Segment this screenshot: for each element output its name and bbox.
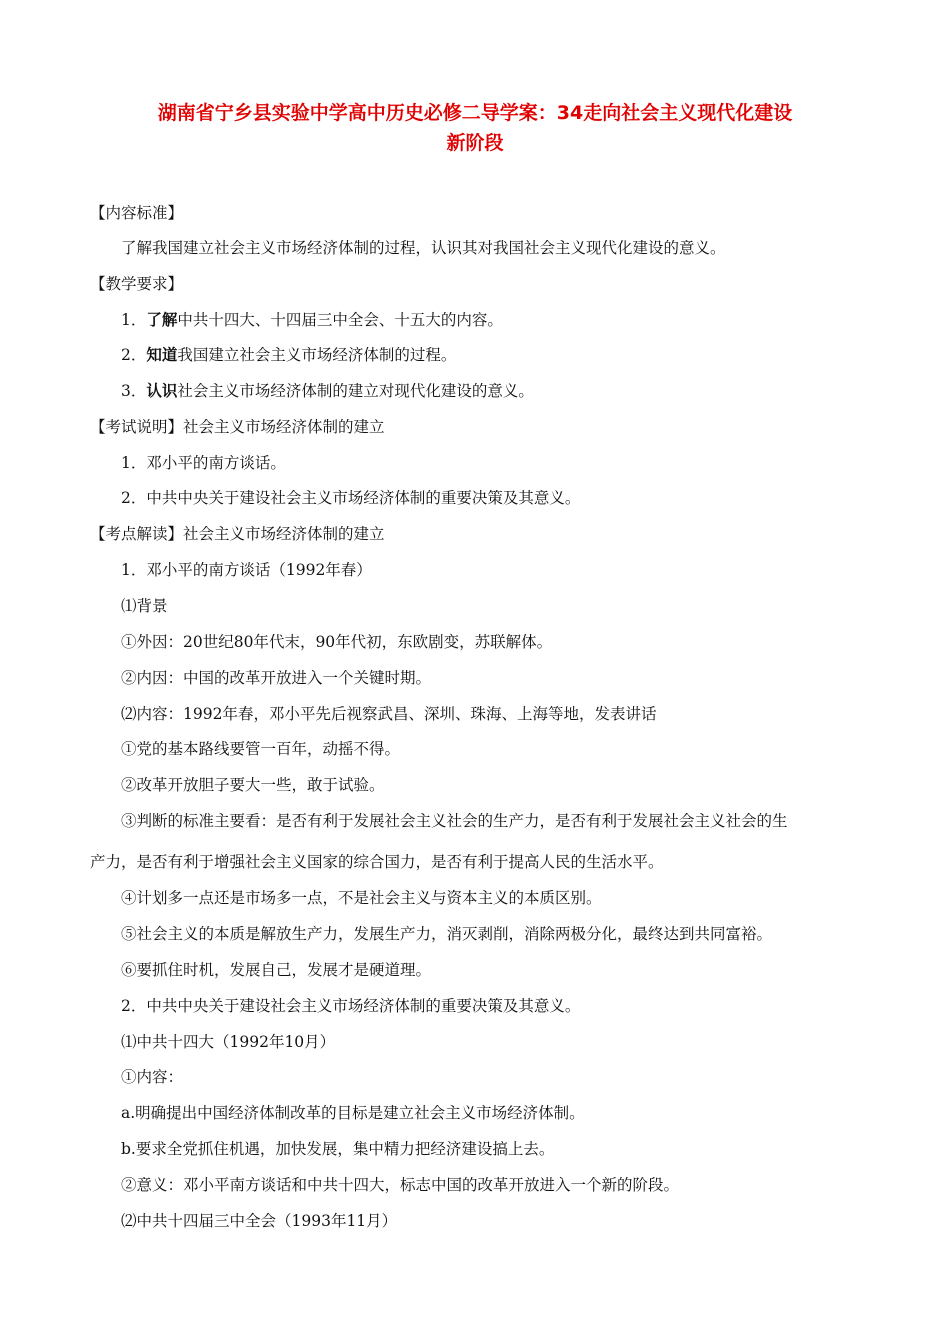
analysis-line: ⑵内容：1992年春，邓小平先后视察武昌、深圳、珠海、上海等地，发表讲话	[121, 705, 657, 723]
requirement-item: 2．知道我国建立社会主义市场经济体制的过程。	[121, 345, 457, 364]
analysis-line: ⑴中共十四大（1992年10月）	[121, 1033, 336, 1051]
content-standard-header: 【内容标准】	[90, 204, 184, 222]
analysis-line: ②内因：中国的改革开放进入一个关键时期。	[121, 669, 432, 687]
analysis-line: ②改革开放胆子要大一些，敢于试验。	[121, 776, 385, 794]
analysis-line: a.明确提出中国经济体制改革的目标是建立社会主义市场经济体制。	[121, 1104, 585, 1122]
analysis-line: ⑵中共十四届三中全会（1993年11月）	[121, 1212, 398, 1230]
analysis-line: ⑤社会主义的本质是解放生产力，发展生产力，消灭剥削，消除两极分化，最终达到共同富裕。	[121, 925, 773, 943]
title-line-1: 湖南省宁乡县实验中学高中历史必修二导学案：34走向社会主义现代化建设	[157, 102, 793, 124]
analysis-line: 1．邓小平的南方谈话（1992年春）	[121, 561, 372, 579]
analysis-line: ④计划多一点还是市场多一点，不是社会主义与资本主义的本质区别。	[121, 889, 602, 907]
requirement-keyword: 认识	[146, 381, 178, 400]
requirement-keyword: 知道	[146, 345, 178, 364]
analysis-line: ②意义：邓小平南方谈话和中共十四大，标志中国的改革开放进入一个新的阶段。	[121, 1176, 680, 1194]
content-standard-text: 了解我国建立社会主义市场经济体制的过程，认识其对我国社会主义现代化建设的意义。	[121, 239, 726, 257]
exam-note-item: 1．邓小平的南方谈话。	[121, 454, 286, 472]
analysis-line: ⑥要抓住时机，发展自己，发展才是硬道理。	[121, 961, 432, 979]
analysis-line: ⑴背景	[121, 597, 168, 615]
analysis-line: ③判断的标准主要看：是否有利于发展社会主义社会的生产力，是否有利于发展社会主义社会的生	[121, 812, 788, 830]
analysis-line: b.要求全党抓住机遇，加快发展，集中精力把经济建设搞上去。	[121, 1140, 555, 1158]
requirement-item: 3．认识社会主义市场经济体制的建立对现代化建设的意义。	[121, 381, 534, 400]
analysis-line: 产力，是否有利于增强社会主义国家的综合国力，是否有利于提高人民的生活水平。	[90, 853, 664, 871]
analysis-line: 2．中共中央关于建设社会主义市场经济体制的重要决策及其意义。	[121, 997, 581, 1015]
teaching-requirements-header: 【教学要求】	[90, 275, 184, 293]
title-line-2: 新阶段	[446, 132, 504, 154]
analysis-line: ①党的基本路线要管一百年，动摇不得。	[121, 740, 401, 758]
requirement-keyword: 了解	[146, 310, 178, 329]
exam-note-item: 2．中共中央关于建设社会主义市场经济体制的重要决策及其意义。	[121, 489, 581, 507]
analysis-line: ①外因：20世纪80年代末，90年代初，东欧剧变，苏联解体。	[121, 633, 553, 651]
requirement-item: 1．了解中共十四大、十四届三中全会、十五大的内容。	[121, 310, 503, 329]
document-title	[90, 98, 860, 158]
point-analysis-header: 【考点解读】社会主义市场经济体制的建立	[90, 525, 385, 543]
exam-notes-header: 【考试说明】社会主义市场经济体制的建立	[90, 418, 385, 436]
analysis-line: ①内容：	[121, 1068, 184, 1086]
